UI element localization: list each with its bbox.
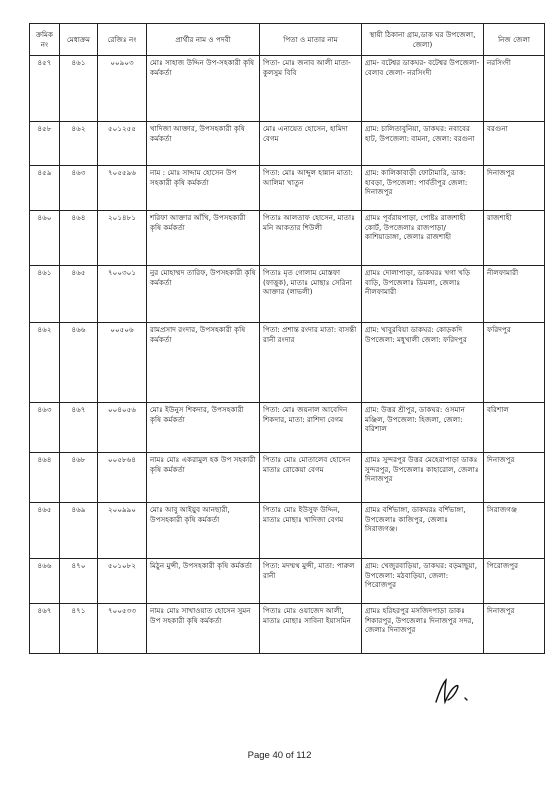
cell-address: গ্রাম: খেজুরবাড়িয়া, ডাকঘর: বড়মাছুয়া, উপজেলা: মঠবাড়িয়া, জেলা: পিরোজপুর — [362, 559, 484, 604]
table-row — [30, 122, 545, 166]
cell-district: দিনাজপুর — [484, 604, 545, 654]
cell-parents: পিতা- মোঃ জনাব আলী মাতা- কুলসুম বিবি — [260, 56, 362, 122]
cell-serial: ৪৬০ — [30, 211, 60, 266]
cell-name: নামঃ মোঃ সাখাওয়াত হোসেন সুমন উপ সহকারী কৃষি কর্মকর্তা — [147, 604, 260, 654]
candidate-table — [29, 23, 545, 654]
cell-merit: ৪৬৬ — [60, 323, 98, 403]
cell-serial: ৪৬১ — [30, 266, 60, 323]
cell-reg: ০০৫৮৬৪ — [98, 453, 147, 503]
cell-merit: ৪৬১ — [60, 56, 98, 122]
cell-reg: ০০৫০৬ — [98, 323, 147, 403]
table-row — [30, 211, 545, 266]
cell-address: গ্রামঃ বর্শিভাঙ্গা, ডাকঘরঃ বর্শিভাঙ্গা, উপজেলাঃ কাজিপুর, জেলাঃ সিরাজগঞ্জ। — [362, 503, 484, 559]
cell-reg: ৫০১০৮২ — [98, 559, 147, 604]
cell-merit: ৪৬৮ — [60, 453, 98, 503]
cell-district: পিরোজপুর — [484, 559, 545, 604]
table-row — [30, 453, 545, 503]
cell-merit: ৪৬৩ — [60, 166, 98, 211]
header-merit: মেধাক্রম — [60, 24, 98, 56]
header-reg: রেজিঃ নং — [98, 24, 147, 56]
cell-parents: পিতা: মোঃ আব্দুল হান্নান মাতা: আলিমা খাতুন — [260, 166, 362, 211]
page-footer: Page 40 of 112 — [247, 750, 312, 761]
cell-district: নরসিংদী — [484, 56, 545, 122]
table-row — [30, 166, 545, 211]
cell-parents: মোঃ এনায়েত হোসেন, হামিদা বেগম — [260, 122, 362, 166]
table-row — [30, 559, 545, 604]
table-row — [30, 323, 545, 403]
cell-parents: পিতা: মদম্মথ মুন্সী, মাতা: পারুল রানী — [260, 559, 362, 604]
cell-serial: ৪৫৯ — [30, 166, 60, 211]
signature-mark — [432, 676, 472, 706]
cell-name: রামপ্রসাদ রংদার, উপসহকারী কৃষি কর্মকর্তা — [147, 323, 260, 403]
cell-district: বরিশাল — [484, 403, 545, 453]
cell-parents: পিতা: প্রশান্ত রংদার মাতা: বাসন্তী রানী রংদার — [260, 323, 362, 403]
table-row — [30, 56, 545, 122]
cell-reg: ৭০০৫৩৩ — [98, 604, 147, 654]
cell-name: মোঃ সাহাজ উদ্দিন উপ-সহকারী কৃষি কর্মকর্তা — [147, 56, 260, 122]
cell-address: গ্রাম- বটেশ্বর ডাকঘর- বটেশ্বর উপজেলা- বেলাব জেলা- নরসিংদী — [362, 56, 484, 122]
cell-serial: ৪৬৪ — [30, 453, 60, 503]
cell-parents: পিতাঃ মোঃ ইউসুফ উদ্দিন, মাতাঃ মোছাঃ খাদিজা বেগম — [260, 503, 362, 559]
cell-name: মোঃ আবু আইয়ুব আনছারী, উপসহকারী কৃষি কর্মকর্তা — [147, 503, 260, 559]
cell-reg: ০০৪০৫৬ — [98, 403, 147, 453]
cell-district: দিনাজপুর — [484, 453, 545, 503]
header-address: স্থায়ী ঠিকানা গ্রাম,ডাক ঘর উপজেলা, জেলা) — [362, 24, 484, 56]
cell-address: গ্রাম: চালিতাবুনিয়া, ডাকঘর: নবাবের হাট, উপজেলা: বামনা, জেলা: বরগুনা — [362, 122, 484, 166]
cell-address: গ্রাম: কালিকাবাড়ী ফোটামারি, ডাক: হাবড়া, উপজেলা: পার্বতীপুর জেলা: দিনাজপুর — [362, 166, 484, 211]
cell-reg: ২০১৪৮১ — [98, 211, 147, 266]
cell-district: রাজশাহী — [484, 211, 545, 266]
header-name: প্রার্থীর নাম ও পদবী — [147, 24, 260, 56]
cell-merit: ৪৬৭ — [60, 403, 98, 453]
cell-parents: পিতাঃ মোঃ ওয়াজেদ আলী, মাতাঃ মোছাঃ সাবিনা ইয়াসমিন — [260, 604, 362, 654]
table-row — [30, 604, 545, 654]
cell-parents: পিতাঃ আলতাফ হোসেন, মাতাঃ মনি আকতার শিউলী — [260, 211, 362, 266]
cell-merit: ৪৬২ — [60, 122, 98, 166]
cell-name: খাদিজা আক্তার, উপসহকারী কৃষি কর্মকর্তা — [147, 122, 260, 166]
cell-district: নীলফামারী — [484, 266, 545, 323]
table-header-row — [30, 24, 545, 56]
cell-reg: ৫০১২৫৫ — [98, 122, 147, 166]
cell-serial: ৪৬২ — [30, 323, 60, 403]
cell-address: গ্রামঃ সুন্দরপুর উত্তর মেহেরাপাড়া ডাকঃ সুন্দরপুর, উপজেলাঃ কাহারোল, জেলাঃ দিনাজপুর — [362, 453, 484, 503]
cell-serial: ৪৬৫ — [30, 503, 60, 559]
cell-district: দিনাজপুর — [484, 166, 545, 211]
cell-district: ফরিদপুর — [484, 323, 545, 403]
cell-merit: ৪৬৫ — [60, 266, 98, 323]
cell-serial: ৪৬৩ — [30, 403, 60, 453]
cell-address: গ্রামঃ দোলাপাড়া, ডাকঘরঃ খগা খড়ি বাড়ি, উপজেলাঃ ডিমলা, জেলাঃ নীলফামারী — [362, 266, 484, 323]
cell-parents: পিতা: মোঃ জয়নাল আবেদিন শিকদার, মাতা: রাশিদা বেগম — [260, 403, 362, 453]
cell-name: নাম : মোঃ সাদ্দাম হোসেন উপ সহকারী কৃষি কর্মকর্তা — [147, 166, 260, 211]
cell-name: মিঠুন মুন্সী, উপসহকারী কৃষি কর্মকর্তা — [147, 559, 260, 604]
cell-name: নামঃ মোঃ একরামুল হক উপ সহকারী কৃষি কর্মকর্তা — [147, 453, 260, 503]
cell-reg: ৭০০৩০১ — [98, 266, 147, 323]
cell-serial: ৪৬৭ — [30, 604, 60, 654]
cell-district: বরগুনা — [484, 122, 545, 166]
cell-address: গ্রামঃ পূর্বরায়পাড়া, পোষ্টঃ রাজশাহী কোর্ট, উপজেলাঃ রাজপাড়া/কাশিয়াডাঙ্গা, জেলাঃ রাজশাহী — [362, 211, 484, 266]
cell-serial: ৪৬৬ — [30, 559, 60, 604]
cell-name: নুর মোহাম্মদ তারিফ, উপসহকারী কৃষি কর্মকর্তা — [147, 266, 260, 323]
cell-parents: পিতাঃ মোঃ মোতালেব হোসেন মাতাঃ রোকেয়া বেগম — [260, 453, 362, 503]
cell-address: গ্রামঃ হরিহরপুর মসজিদপাড়া ডাকঃ শিকারপুর, উপজেলাঃ দিনাজপুর সদর, জেলাঃ দিনাজপুর — [362, 604, 484, 654]
cell-district: সিরাজগঞ্জ — [484, 503, 545, 559]
cell-merit: ৪৬৪ — [60, 211, 98, 266]
cell-merit: ৪৭১ — [60, 604, 98, 654]
cell-serial: ৪৫৭ — [30, 56, 60, 122]
table-row — [30, 503, 545, 559]
cell-reg: ৭০৫৫৯৬ — [98, 166, 147, 211]
cell-name: মোঃ ইউনুস শিকদার, উপসহকারী কৃষি কর্মকর্তা — [147, 403, 260, 453]
table-row — [30, 403, 545, 453]
header-district: নিজ জেলা — [484, 24, 545, 56]
cell-parents: পিতাঃ মৃত গোলাম মোস্তফা (ফাত্তুক), মাতাঃ মোছাঃ সেরিনা আক্তার (লাভলী) — [260, 266, 362, 323]
header-serial: ক্রমিক নং — [30, 24, 60, 56]
cell-merit: ৪৭০ — [60, 559, 98, 604]
cell-reg: ২০০৯৯০ — [98, 503, 147, 559]
cell-merit: ৪৬৯ — [60, 503, 98, 559]
header-parents: পিতা ও মাতার নাম — [260, 24, 362, 56]
cell-address: গ্রাম: খাবুরবিয়া ডাকঘর: কোড়কদি উপজেলা: মধুখালী জেলা: ফরিদপুর — [362, 323, 484, 403]
cell-serial: ৪৫৮ — [30, 122, 60, 166]
cell-name: শরিফা আক্তার আঁখি, উপসহকারী কৃষি কর্মকর্তা — [147, 211, 260, 266]
table-row — [30, 266, 545, 323]
cell-reg: ০০৯০৩ — [98, 56, 147, 122]
cell-address: গ্রাম: উত্তর শ্রীপুর, ডাকঘর: ওসমান মঞ্জিল, উপজেলা: হিজলা, জেলা: বরিশাল — [362, 403, 484, 453]
